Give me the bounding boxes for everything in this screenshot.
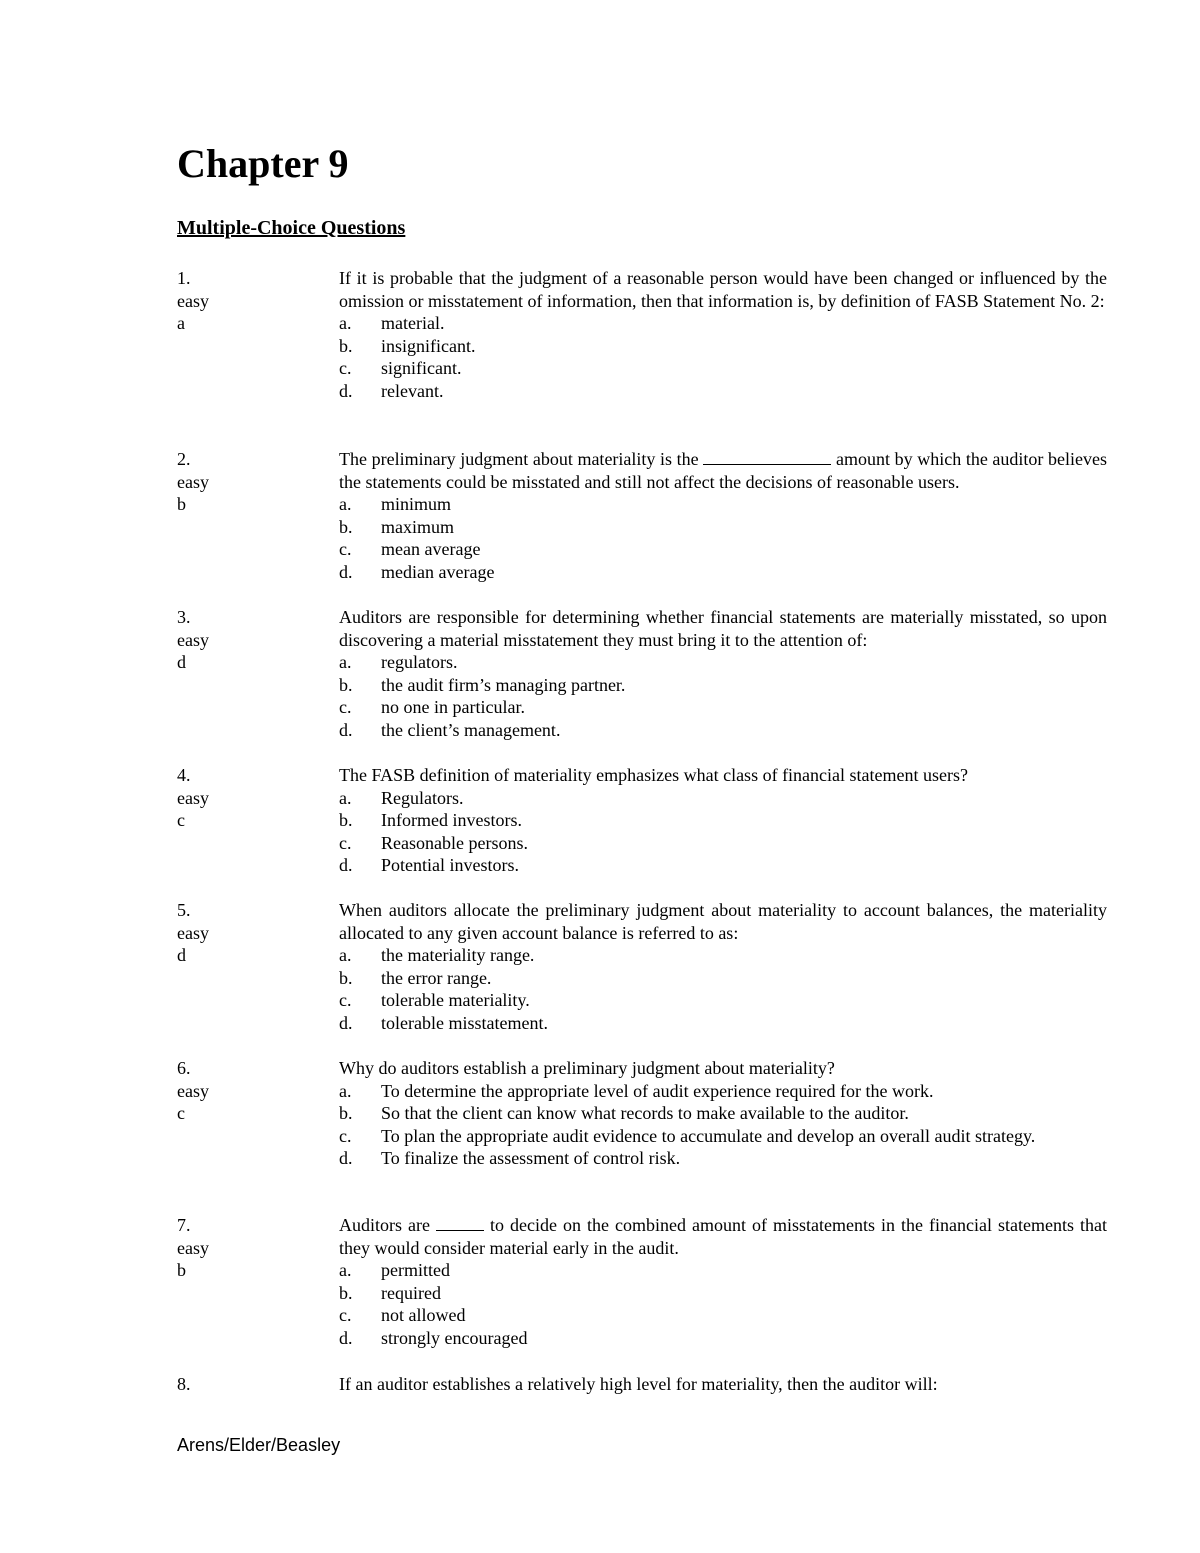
question-stem: When auditors allocate the preliminary judgment about materiality to account balances, the materiality allocated to any given account balance is referred to as: <box>339 900 1107 943</box>
question-answer: a <box>177 313 185 334</box>
section-heading: Multiple-Choice Questions <box>177 217 406 239</box>
option-a: a. minimum <box>339 494 452 515</box>
question-number: 8. <box>177 1374 191 1394</box>
answer-blank <box>436 1214 484 1231</box>
question-meta <box>177 764 327 832</box>
option-d: d. tolerable misstatement. <box>339 1012 548 1033</box>
question-answer: c <box>177 1103 185 1124</box>
question-answer: d <box>177 945 186 966</box>
question-stem: Auditors are to decide on the combined amount of misstatements in the financial statements that they would consider material early in the audit. <box>339 1215 1107 1258</box>
option-d: d. To finalize the assessment of control risk. <box>339 1148 681 1169</box>
question-answer: b <box>177 1260 186 1281</box>
question-7 <box>177 1214 1107 1350</box>
question-difficulty: easy <box>177 629 209 650</box>
question-number: 4. <box>177 765 191 785</box>
option-d: d. Potential investors. <box>339 855 519 876</box>
question-meta <box>177 448 327 516</box>
option-c: c. mean average <box>339 539 481 560</box>
option-b: b. the audit firm’s managing partner. <box>339 674 626 695</box>
question-5 <box>177 899 1107 1035</box>
option-a: a. the materiality range. <box>339 945 535 966</box>
question-stem: If an auditor establishes a relatively high level for materiality, then the auditor will: <box>339 1374 938 1394</box>
question-difficulty: easy <box>177 787 209 808</box>
option-a: a. material. <box>339 313 445 334</box>
option-c: c. To plan the appropriate audit evidence to accumulate and develop an overall audit strategy. <box>339 1125 1036 1146</box>
option-c: c. significant. <box>339 358 462 379</box>
option-a: a. regulators. <box>339 652 458 673</box>
question-answer: b <box>177 494 186 515</box>
option-d: d. strongly encouraged <box>339 1327 528 1348</box>
option-c: c. tolerable materiality. <box>339 990 530 1011</box>
option-a: a. Regulators. <box>339 787 464 808</box>
option-c: c. not allowed <box>339 1305 466 1326</box>
question-1 <box>177 267 1107 403</box>
question-number: 1. <box>177 268 191 288</box>
question-number: 6. <box>177 1058 191 1078</box>
question-number: 7. <box>177 1215 191 1235</box>
option-a: a. permitted <box>339 1260 450 1281</box>
option-c: c. Reasonable persons. <box>339 832 528 853</box>
question-meta <box>177 1373 327 1396</box>
question-meta <box>177 1214 327 1282</box>
question-4 <box>177 764 1107 877</box>
question-difficulty: easy <box>177 1237 209 1258</box>
option-a: a. To determine the appropriate level of audit experience required for the work. <box>339 1080 934 1101</box>
question-meta <box>177 606 327 674</box>
question-8 <box>177 1373 1107 1396</box>
question-stem: The preliminary judgment about materiality is the amount by which the auditor believes the statements could be misstated and still not affect the decisions of reasonable users. <box>339 449 1108 492</box>
question-stem: Why do auditors establish a preliminary judgment about materiality? <box>339 1058 835 1078</box>
question-meta <box>177 899 327 967</box>
option-b: b. the error range. <box>339 967 492 988</box>
question-difficulty: easy <box>177 471 209 492</box>
question-meta <box>177 267 327 335</box>
option-d: d. median average <box>339 561 495 582</box>
question-6 <box>177 1057 1107 1170</box>
option-c: c. no one in particular. <box>339 697 525 718</box>
question-difficulty: easy <box>177 922 209 943</box>
question-difficulty: easy <box>177 290 209 311</box>
question-3 <box>177 606 1107 742</box>
question-number: 2. <box>177 449 191 469</box>
option-d: d. relevant. <box>339 380 444 401</box>
question-2 <box>177 448 1107 584</box>
question-answer: c <box>177 810 185 831</box>
option-d: d. the client’s management. <box>339 719 561 740</box>
option-b: b. So that the client can know what records to make available to the auditor. <box>339 1103 909 1124</box>
chapter-title: Chapter 9 <box>177 141 349 186</box>
option-b: b. Informed investors. <box>339 810 522 831</box>
page-footer: Arens/Elder/Beasley <box>177 1435 341 1455</box>
question-meta <box>177 1057 327 1125</box>
question-difficulty: easy <box>177 1080 209 1101</box>
question-stem: The FASB definition of materiality emphasizes what class of financial statement users? <box>339 765 968 785</box>
answer-blank <box>703 448 831 465</box>
question-answer: d <box>177 652 186 673</box>
question-number: 5. <box>177 900 191 920</box>
question-number: 3. <box>177 607 191 627</box>
question-stem: If it is probable that the judgment of a reasonable person would have been changed or influenced by the omission or misstatement of information, then that information is, by definition of FASB Statement No. 2: <box>339 268 1107 311</box>
option-b: b. insignificant. <box>339 335 476 356</box>
option-b: b. required <box>339 1282 441 1303</box>
option-b: b. maximum <box>339 516 454 537</box>
question-stem: Auditors are responsible for determining whether financial statements are materially misstated, so upon discovering a material misstatement they must bring it to the attention of: <box>339 607 1107 650</box>
